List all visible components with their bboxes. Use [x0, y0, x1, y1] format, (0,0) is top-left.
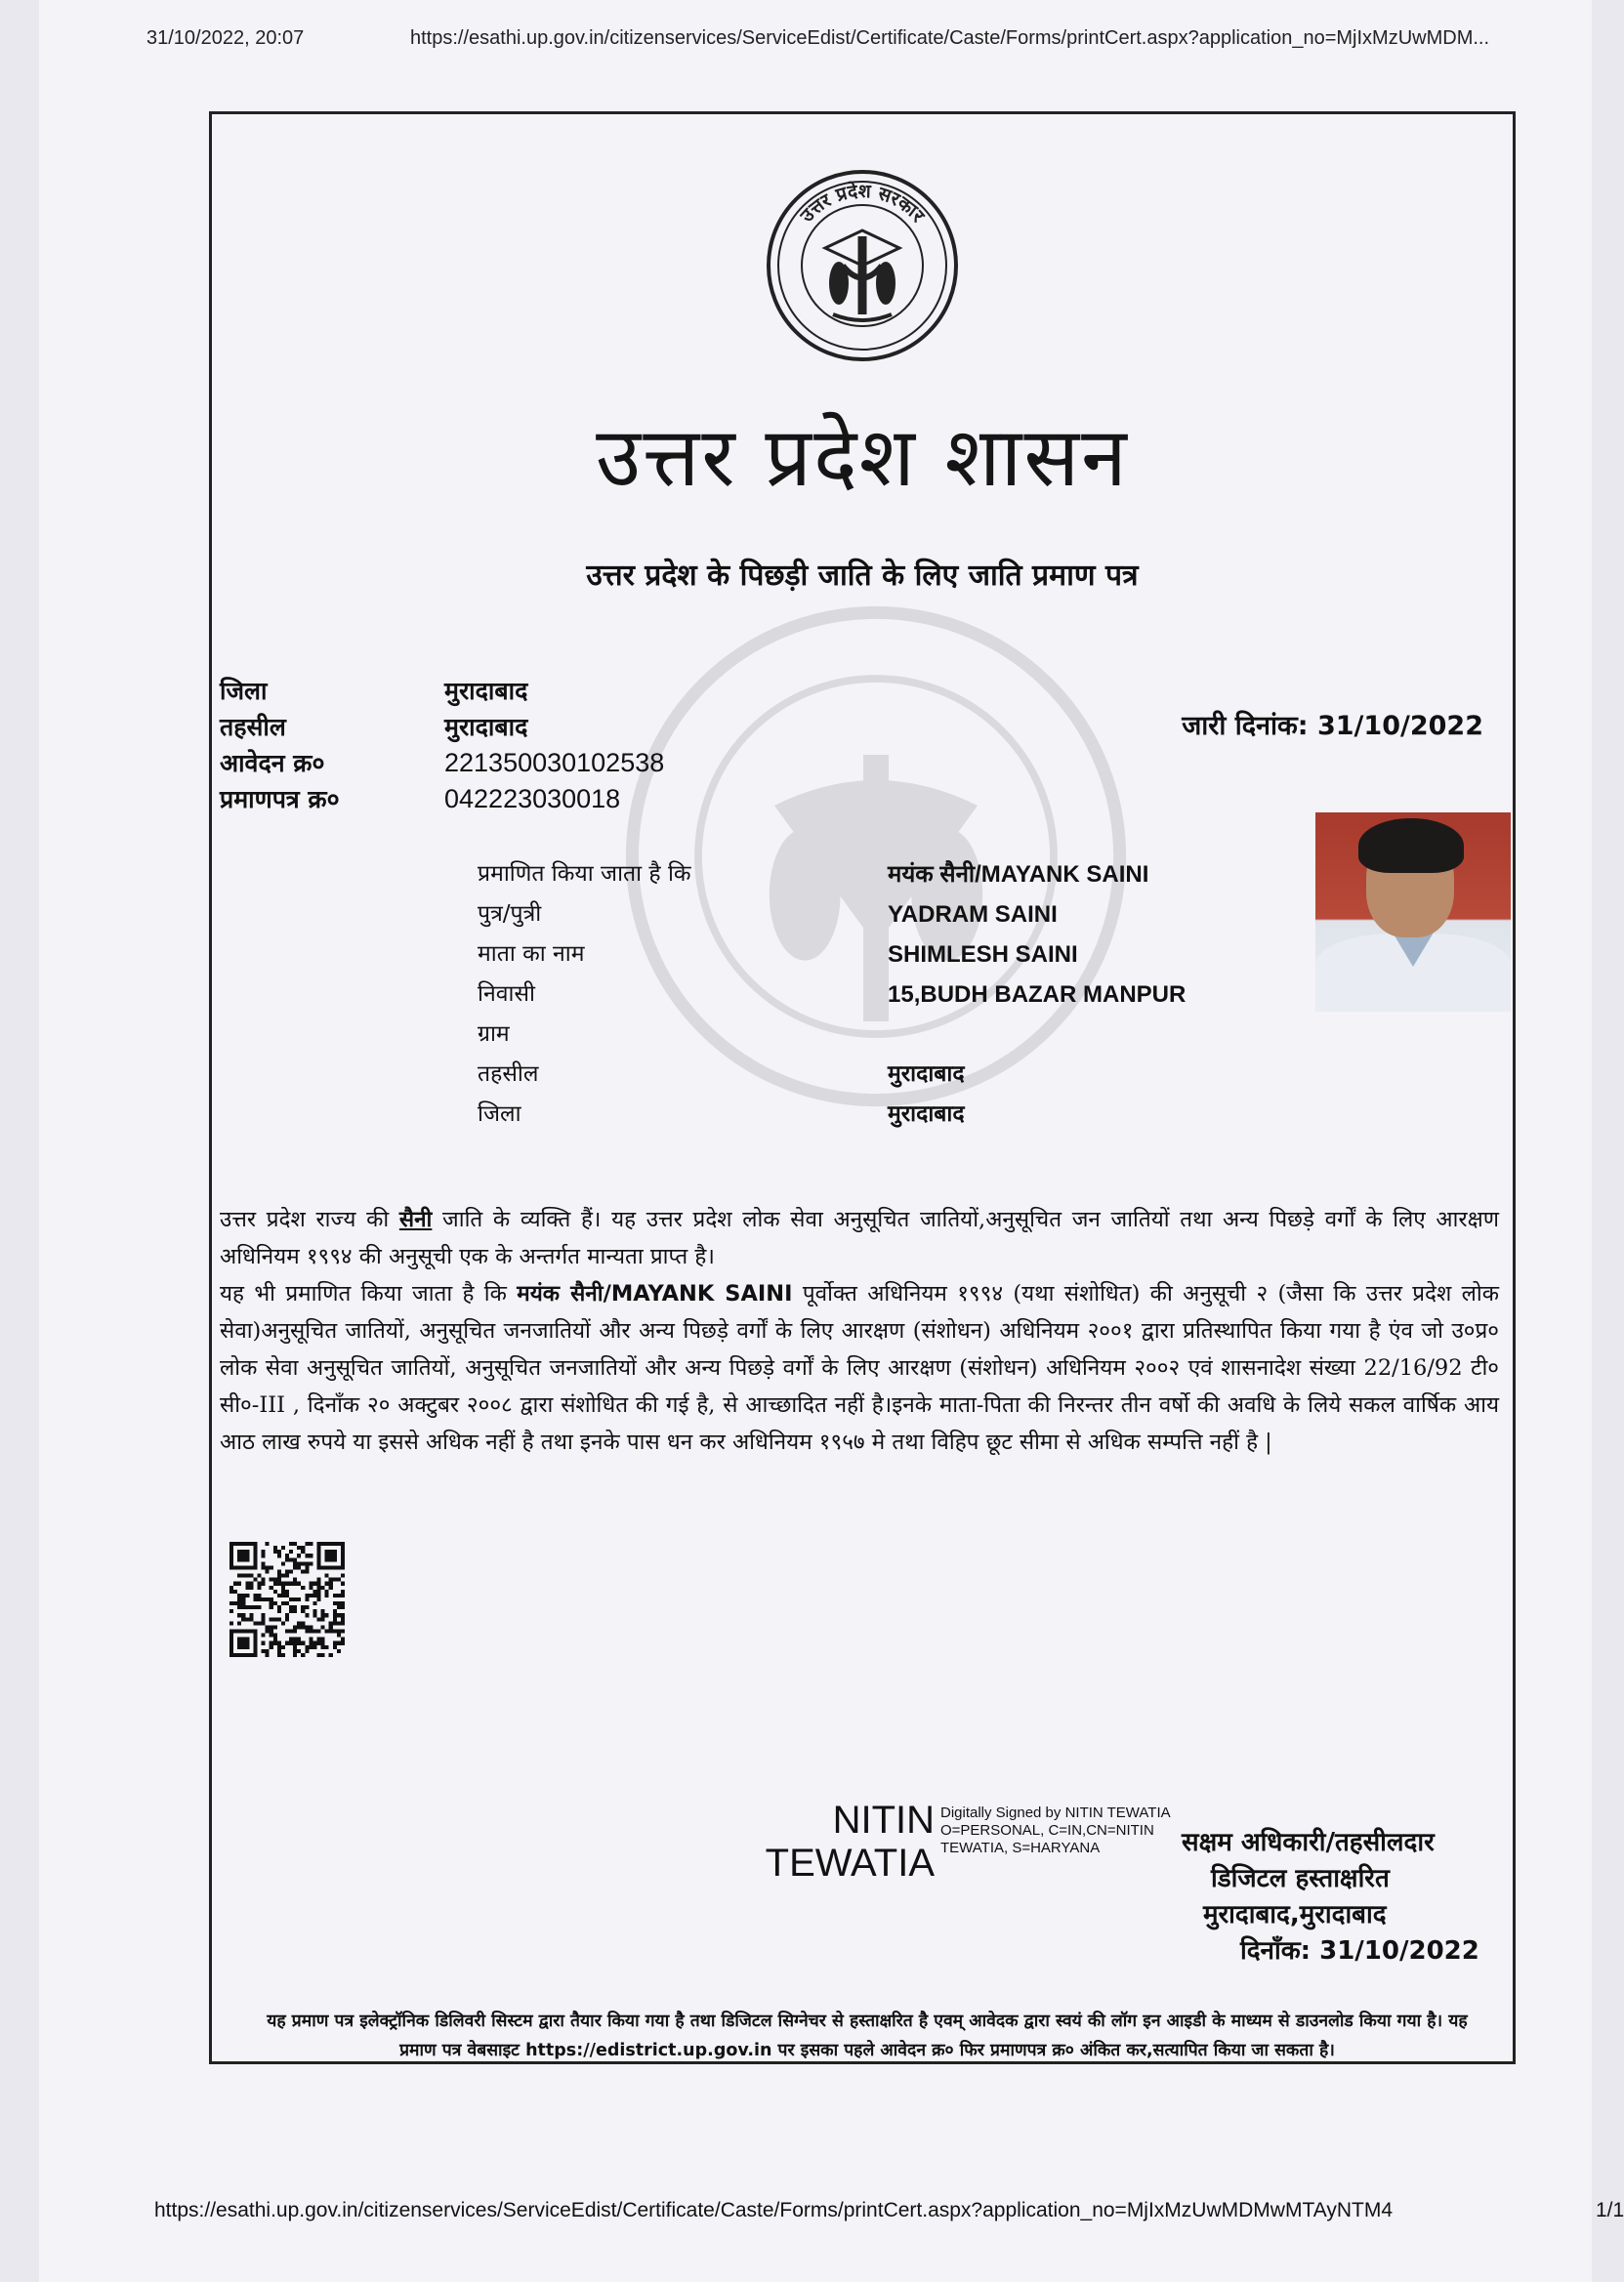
meta-row-certificate-no — [220, 781, 664, 817]
authority-place: मुरादाबाद,मुरादाबाद — [1203, 1900, 1387, 1929]
meta-row-tehsil — [220, 709, 664, 745]
authority-date: दिनाँक: 31/10/2022 — [1240, 1936, 1479, 1966]
meta-label: प्रमाणपत्र क्र० — [220, 785, 340, 813]
detail-label: निवासी — [478, 981, 535, 1007]
applicant-photo — [1315, 812, 1511, 1006]
signer-name-line1: NITIN — [832, 1799, 935, 1842]
detail-value: 15,BUDH BAZAR MANPUR — [888, 981, 1187, 1008]
meta-value: मुरादाबाद — [444, 713, 528, 741]
detail-label: माता का नाम — [478, 941, 585, 967]
page-title: उत्तर प्रदेश शासन — [596, 409, 1129, 505]
meta-value: 221350030102538 — [444, 748, 665, 777]
certificate-body — [220, 1201, 1499, 1461]
meta-row-application-no — [220, 745, 664, 781]
page-number: 1/1 — [1596, 2199, 1624, 2221]
para2-text-a: यह भी प्रमाणित किया जाता है कि — [220, 1281, 518, 1307]
signer-name-line2: TEWATIA — [765, 1842, 935, 1885]
detail-value: मुरादाबाद — [888, 1101, 965, 1127]
detail-label: पुत्र/पुत्री — [478, 901, 542, 927]
photo-hair — [1358, 818, 1464, 873]
para2-text-b: पूर्वोक्त अधिनियम १९९४ (यथा संशोधित) की अनुसूची २ (जैसा कि उत्तर प्रदेश लोक सेवा)अनुसूचित जातियों, अनुसूचित जनजातियों और अन्य पिछड़े वर्गों के लिए आरक्षण (संशोधन) अधिनियम २००१ द्वारा प्रतिस्थापित किया गया है एंव जो उ०प्र० लोक सेवा अनुसूचित जातियों, अनुसूचित जनजातियों और अन्य पिछड़े वर्गों के लिए आरक्षण (संशोधन) अधिनियम २००२ एवं शासनादेश संख्या 22/16/92 टी० सी०-III , दिनाँक २० अक्टुबर २००८ द्वारा संशोधित की गई है, से आच्छादित नहीं है।इनके माता-पिता की निरन्तर तीन वर्षो की अवधि के लिये सकल वार्षिक आय आठ लाख रुपये या इससे अधिक नहीं है तथा इनके पास धन कर अधिनियम १९५७ मे तथा विहिप छूट सीमा से अधिक सम्पत्ति नहीं है | — [220, 1281, 1500, 1455]
para1-text-a: उत्तर प्रदेश राज्य की — [220, 1207, 399, 1232]
detail-value: YADRAM SAINI — [888, 901, 1058, 928]
detail-row-district — [478, 1095, 1186, 1135]
verification-note: यह प्रमाण पत्र इलेक्ट्रॉनिक डिलिवरी सिस्टम द्वारा तैयार किया गया है तथा डिजिटल सिग्नेचर से हस्ताक्षरित है एवम् आवेदक द्वारा स्वयं की लॉग इन आइडी के माध्यम से डाउनलोड किया गया है। यह प्रमाण पत्र वेबसाइट https://edistrict.up.gov.in पर इसका पहले आवेदन क्र० फिर प्रमाणपत्र क्र० अंकित कर,सत्यापित किया जा सकता है। — [267, 2012, 1468, 2060]
caste-name: सैनी — [398, 1207, 433, 1232]
detail-label: ग्राम — [478, 1021, 510, 1047]
meta-block — [220, 673, 664, 817]
detail-label: जिला — [478, 1101, 521, 1127]
detail-row-parent — [478, 894, 1186, 934]
applicant-details — [478, 854, 1186, 1135]
certificate-subtitle: उत्तर प्रदेश के पिछड़ी जाति के लिए जाति प्रमाण पत्र — [586, 559, 1139, 593]
paper-sheet — [39, 0, 1624, 2282]
meta-row-district — [220, 673, 664, 709]
issuing-authority — [1174, 1825, 1506, 1970]
issue-date: जारी दिनांक: 31/10/2022 — [1182, 711, 1483, 741]
print-datetime: 31/10/2022, 20:07 — [146, 27, 305, 49]
print-footer-url: https://esathi.up.gov.in/citizenservices/ServiceEdist/Certificate/Caste/Forms/printCert.aspx?application_no=MjIxMzUwMDMwMTAyNTM4 — [154, 2199, 1394, 2221]
body-paragraph-1 — [220, 1201, 1499, 1275]
detail-value: SHIMLESH SAINI — [888, 941, 1078, 968]
body-paragraph-2 — [220, 1275, 1499, 1461]
detail-row-tehsil — [478, 1055, 1186, 1095]
para1-text-b: जाति के व्यक्ति हैं। यह उत्तर प्रदेश लोक सेवा अनुसूचित जातियों,अनुसूचित जन जातियों तथा अन्य पिछड़े वर्गों के लिए आरक्षण अधिनियम १९९४ की अनुसूची एक के अन्तर्गत मान्यता प्राप्त है। — [220, 1207, 1499, 1269]
detail-row-name — [478, 854, 1186, 894]
meta-label: आवेदन क्र० — [220, 749, 325, 777]
meta-value: मुरादाबाद — [444, 677, 528, 705]
detail-value: मुरादाबाद — [888, 1061, 965, 1087]
detail-row-village — [478, 1015, 1186, 1055]
print-url: https://esathi.up.gov.in/citizenservices/ServiceEdist/Certificate/Caste/Forms/printCert.aspx?application_no=MjIxMzUwMDM... — [410, 27, 1490, 49]
detail-value: मयंक सैनी/MAYANK SAINI — [888, 861, 1149, 888]
detail-row-resident — [478, 975, 1186, 1015]
digital-signature — [759, 1799, 1169, 1906]
signature-detail: Digitally Signed by NITIN TEWATIA O=PERSONAL, C=IN,CN=NITIN TEWATIA, S=HARYANA — [940, 1805, 1170, 1856]
authority-signed: डिजिटल हस्ताक्षरित — [1211, 1864, 1390, 1893]
authority-title: सक्षम अधिकारी/तहसीलदार — [1182, 1828, 1435, 1857]
signer-name — [759, 1799, 935, 1885]
emblem-icon — [765, 168, 960, 363]
meta-label: जिला — [220, 677, 268, 705]
qr-code-icon — [229, 1542, 345, 1657]
emblem-text: उत्तर प्रदेश सरकार — [796, 180, 929, 227]
detail-label: प्रमाणित किया जाता है कि — [478, 861, 691, 887]
detail-label: तहसील — [478, 1061, 539, 1087]
meta-label: तहसील — [220, 713, 286, 741]
detail-row-mother — [478, 934, 1186, 975]
certificate-frame — [209, 111, 1516, 2064]
meta-value: 042223030018 — [444, 784, 621, 813]
applicant-name: मयंक सैनी/MAYANK SAINI — [517, 1281, 793, 1307]
